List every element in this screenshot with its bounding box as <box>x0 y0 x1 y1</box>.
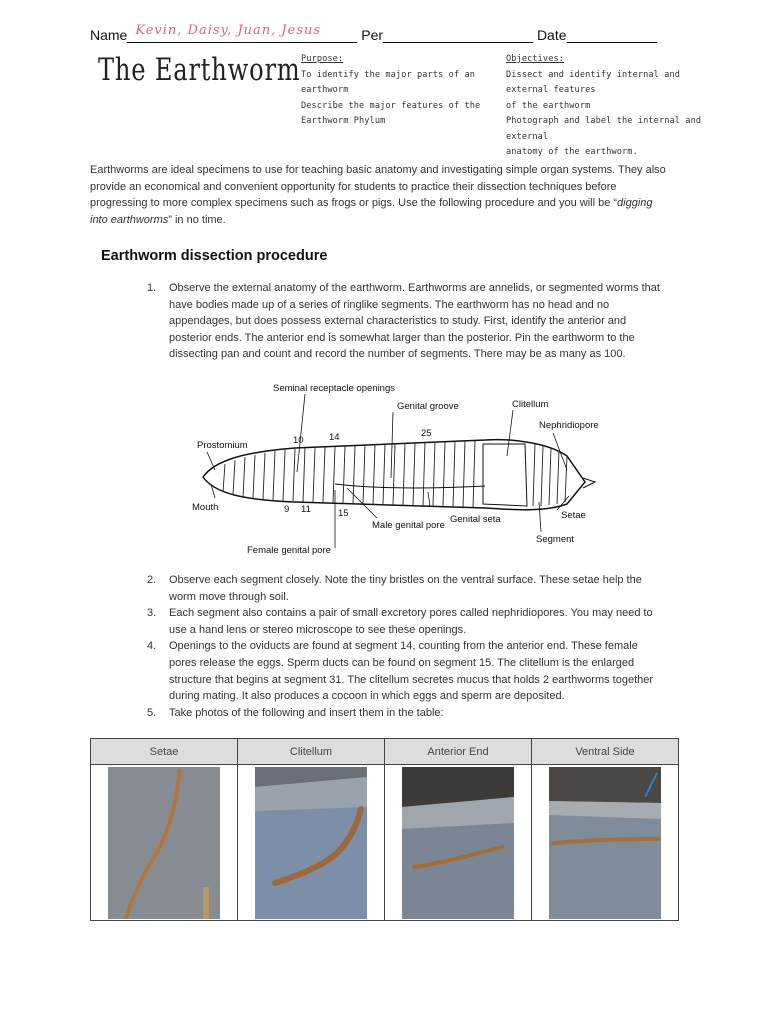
label-genital-groove: Genital groove <box>397 401 459 412</box>
name-label: Name <box>90 27 128 43</box>
header-line <box>90 23 670 43</box>
objectives-line: of the earthworm <box>506 100 591 111</box>
label-mouth: Mouth <box>192 502 219 513</box>
name-value: Kevin, Daisy, Juan, Jesus <box>135 23 322 38</box>
purpose-heading: Purpose: <box>301 54 344 64</box>
per-label: Per <box>361 27 384 43</box>
list-item: 2. Observe each segment closely. Note the tiny bristles on the ventral surface. These setae help the worm move through soil. <box>147 574 642 603</box>
photo-clitellum <box>255 767 367 919</box>
photo-cell-ventral-side[interactable] <box>532 765 679 921</box>
label-clitellum: Clitellum <box>512 399 549 410</box>
earthworm-diagram <box>185 378 605 564</box>
per-field[interactable] <box>383 26 533 43</box>
column-header-ventral-side: Ventral Side <box>532 739 679 765</box>
segment-number: 15 <box>338 508 349 519</box>
date-label: Date <box>536 27 567 43</box>
list-item: 3. Each segment also contains a pair of small excretory pores called nephridiopores. You may need to use a hand lens or stereo microscope to see these openings. <box>147 607 653 636</box>
objectives-block <box>506 52 706 161</box>
segment-number: 10 <box>293 435 304 446</box>
photo-anterior-end <box>402 767 514 919</box>
table-row <box>91 765 679 921</box>
photo-cell-anterior-end[interactable] <box>385 765 532 921</box>
intro-paragraph: Earthworms are ideal specimens to use for teaching basic anatomy and investigating simple organ systems. They also provide an economical and convenient opportunity for students to practice their dissection techniques before progressing to more complex specimens such as frogs or pigs. Use the following procedure and you will be “digging into earthworms” in no time. <box>90 164 666 226</box>
date-field[interactable] <box>567 26 657 43</box>
segment-number: 25 <box>421 428 432 439</box>
segment-number: 9 <box>284 504 290 515</box>
objectives-heading: Objectives: <box>506 54 565 64</box>
label-nephridiopore: Nephridiopore <box>539 420 599 431</box>
purpose-line: To identify the major parts of an earthworm <box>301 69 476 95</box>
photo-cell-clitellum[interactable] <box>238 765 385 921</box>
photo-ventral-side <box>549 767 661 919</box>
photo-setae <box>108 767 220 919</box>
intro-emphasis: digging into earthworms <box>90 197 653 226</box>
steps-list <box>145 572 665 721</box>
objectives-line: Dissect and identify internal and external features <box>506 69 681 95</box>
objectives-line: anatomy of the earthworm. <box>506 147 638 157</box>
objectives-line: Photograph and label the internal and external <box>506 116 702 142</box>
label-seminal: Seminal receptacle openings <box>273 383 395 394</box>
photo-table <box>90 738 679 921</box>
label-setae: Setae <box>561 510 586 521</box>
list-item: 1. Observe the external anatomy of the earthworm. Earthworms are annelids, or segmented worms that have bodies made up of a series of ringlike segments. The earthworm has no head and no appendages, but does possess external characteristics to study. First, identify the anterior and posterior ends. The anterior end is somewhat larger than the posterior. Pin the earthworm to the dissecting pan and count and record the number of segments. There may be as many as 100. <box>147 282 660 361</box>
segment-number: 11 <box>301 504 311 515</box>
column-header-anterior-end: Anterior End <box>385 739 532 765</box>
purpose-block <box>301 52 501 130</box>
list-item: 4. Openings to the oviducts are found at segment 14, counting from the anterior end. These female pores release the eggs. Sperm ducts can be found on segment 15. The clitellum is the enlarged structure that begins at segment 31. The clitellum secretes mucus that holds 2 earthworms together during mating. It also produces a cocoon in which eggs and sperm are deposited. <box>147 640 654 703</box>
purpose-line: Describe the major features of the Earthworm Phylum <box>301 100 481 126</box>
label-genital-seta: Genital seta <box>450 514 501 525</box>
photo-cell-setae[interactable] <box>91 765 238 921</box>
label-prostomium: Prostomium <box>197 440 248 451</box>
clitellum-band <box>483 444 527 506</box>
segment-number: 14 <box>329 432 340 443</box>
label-female-pore: Female genital pore <box>247 545 331 556</box>
steps-list <box>145 280 665 363</box>
label-segment: Segment <box>536 534 575 545</box>
label-male-pore: Male genital pore <box>372 520 445 531</box>
name-field[interactable] <box>127 23 357 43</box>
page-title: The Earthworm <box>98 52 301 88</box>
column-header-setae: Setae <box>91 739 238 765</box>
section-title: Earthworm dissection procedure <box>101 248 328 264</box>
column-header-clitellum: Clitellum <box>238 739 385 765</box>
list-item: 5. Take photos of the following and insert them in the table: <box>147 706 444 719</box>
table-header-row <box>91 739 679 765</box>
